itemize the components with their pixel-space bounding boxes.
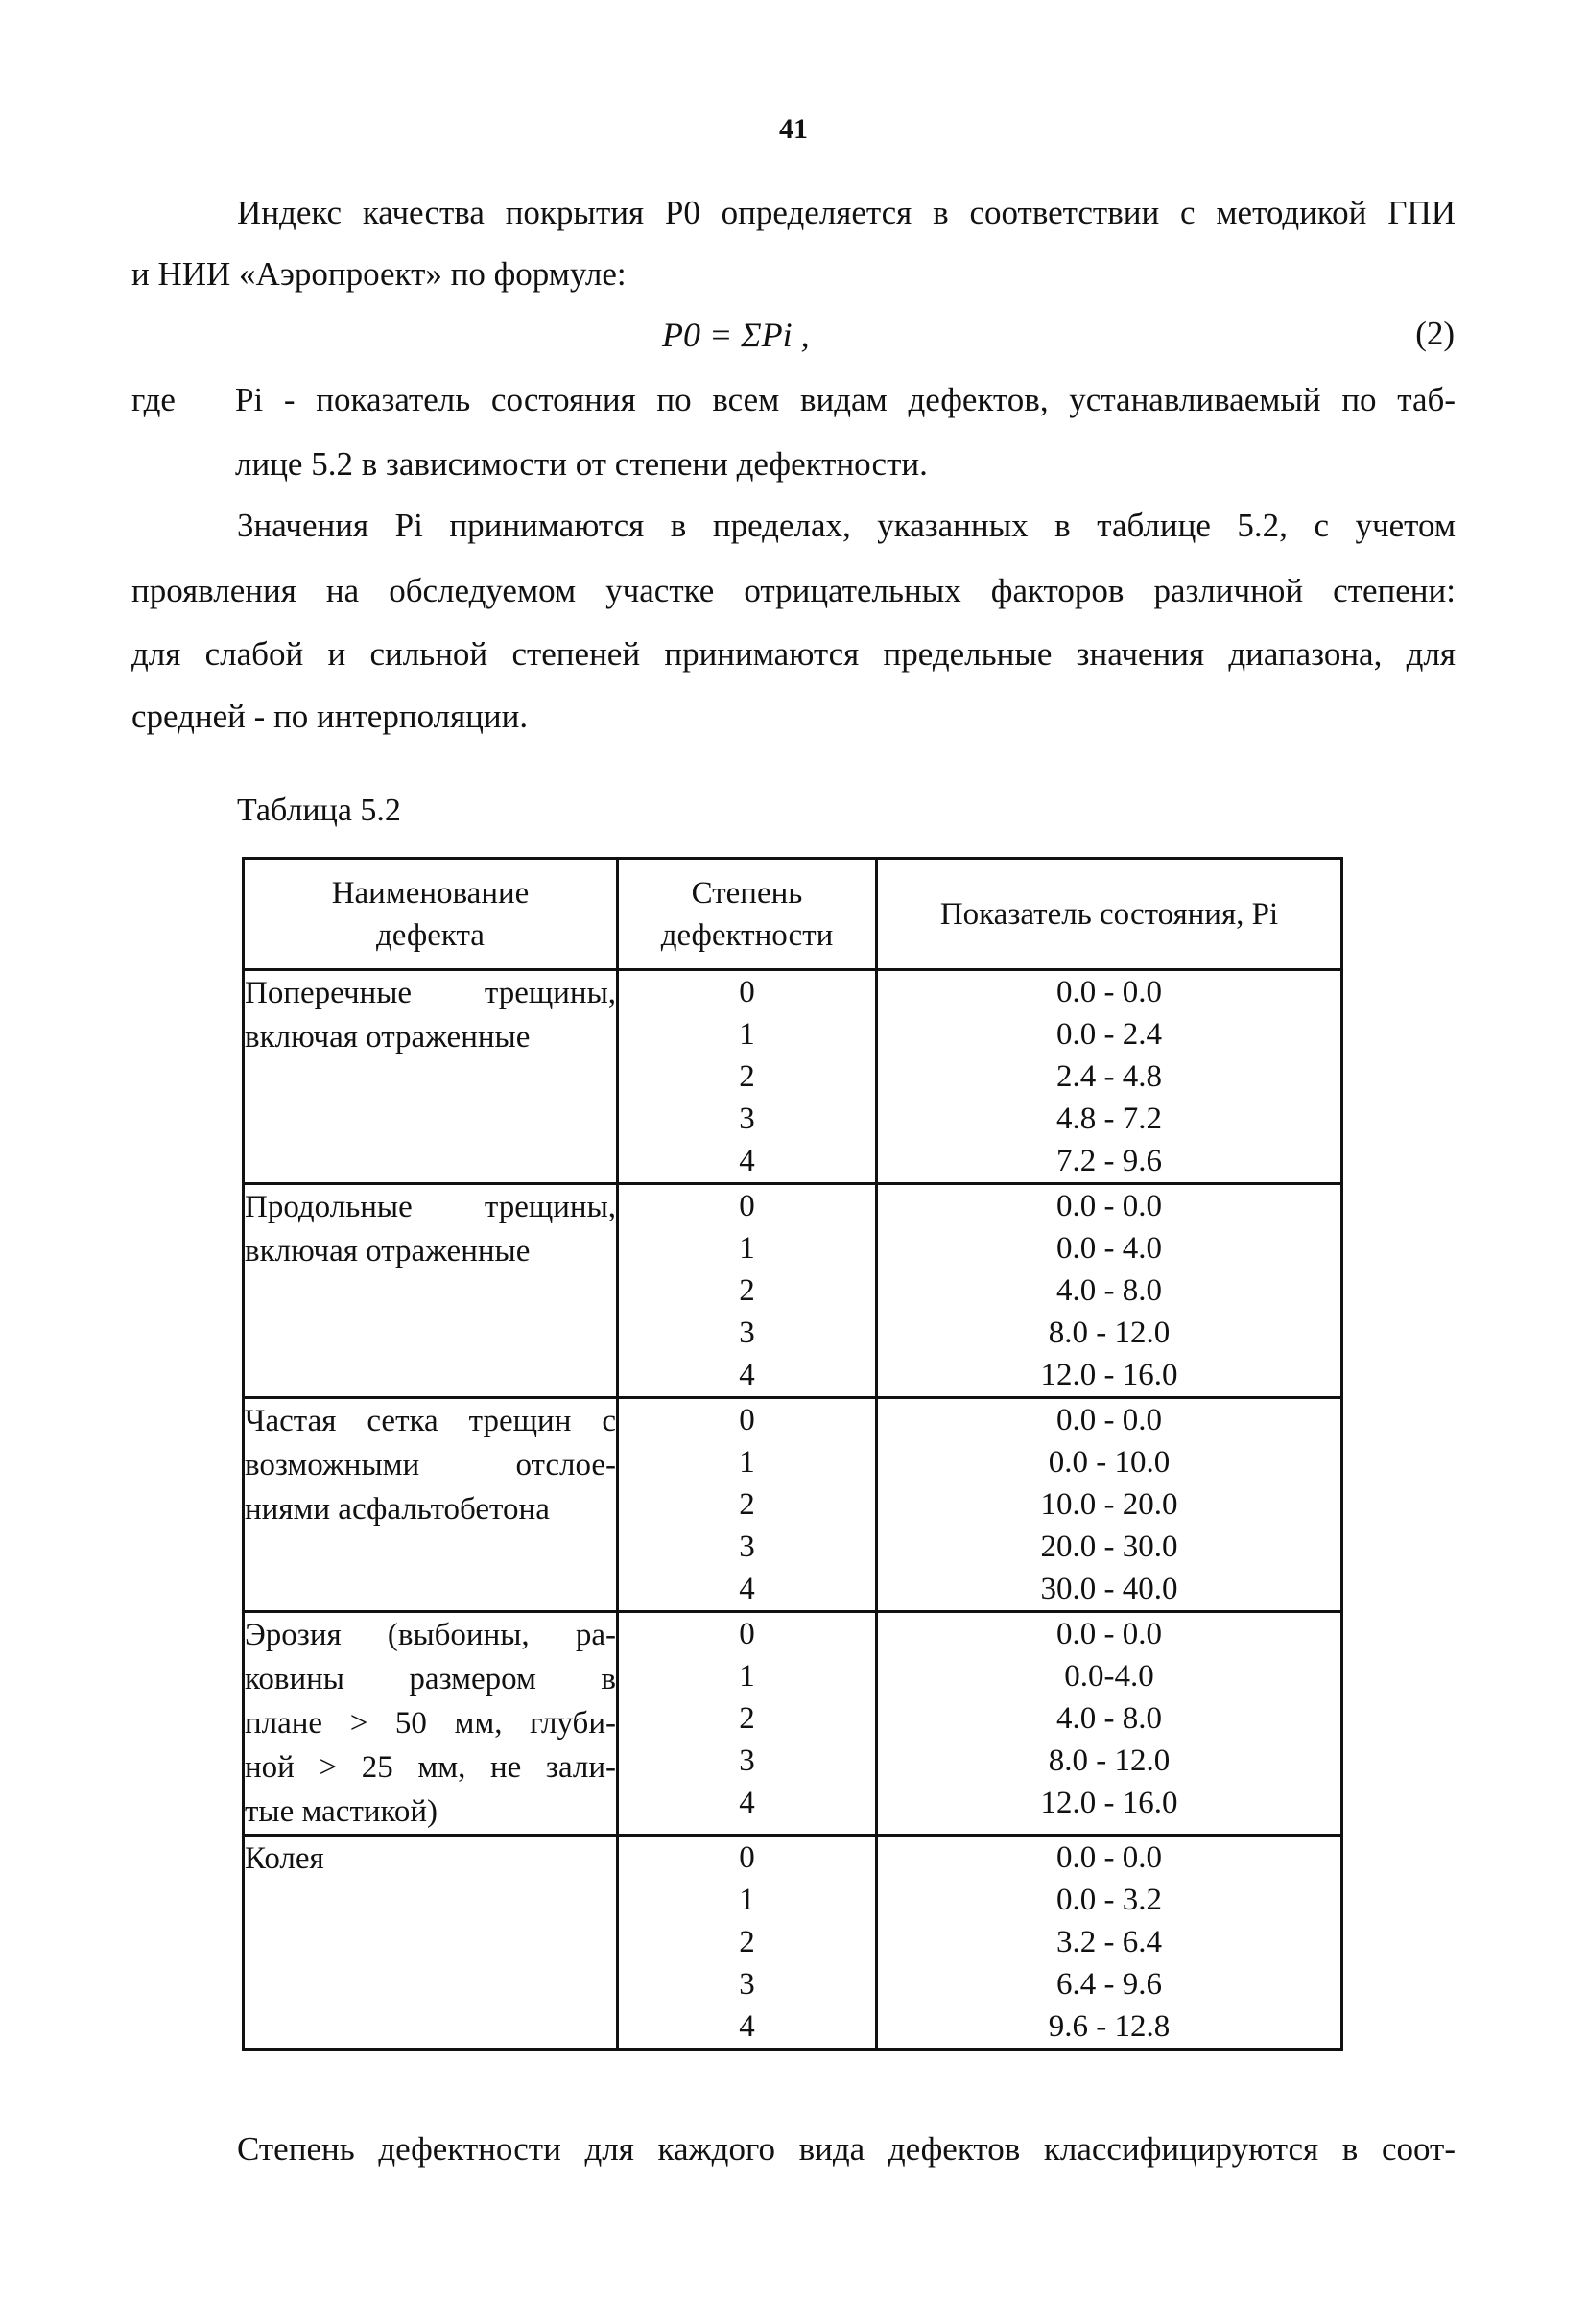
defect-name-line: плане > 50 мм, глуби- — [245, 1706, 616, 1741]
defect-name-line: Колея — [245, 1841, 324, 1876]
formula-number: (2) — [1415, 315, 1455, 352]
where-line1: Pi - показатель состояния по всем видам дефектов, устанавливаемый по таб- — [235, 381, 1456, 418]
degree-value: 1 — [739, 1659, 755, 1694]
indicator-range: 0.0 - 4.0 — [1056, 1231, 1162, 1266]
indicator-range: 9.6 - 12.8 — [1048, 2009, 1171, 2044]
paragraph2-line2: проявления на обследуемом участке отрицательных факторов различной степени: — [131, 572, 1456, 609]
header-name-line: дефекта — [376, 917, 485, 953]
degree-cell — [618, 1398, 877, 1612]
degree-value: 4 — [739, 1358, 755, 1392]
indicator-range: 0.0 - 10.0 — [1048, 1445, 1171, 1480]
degree-value: 1 — [739, 1017, 755, 1052]
degree-value: 4 — [739, 2009, 755, 2044]
indicator-range: 0.0 - 0.0 — [1056, 975, 1162, 1009]
indicator-range: 0.0 - 0.0 — [1056, 1840, 1162, 1875]
indicator-range: 30.0 - 40.0 — [1040, 1572, 1178, 1606]
header-degree — [618, 859, 877, 970]
degree-value: 4 — [739, 1144, 755, 1178]
indicator-range: 20.0 - 30.0 — [1040, 1530, 1178, 1564]
defect-name-cell — [244, 1836, 618, 2050]
where-label: где — [131, 381, 176, 418]
degree-value: 1 — [739, 1445, 755, 1480]
defects-table — [242, 857, 1343, 2051]
defect-name-line: ковины размером в — [245, 1662, 616, 1696]
degree-value: 0 — [739, 1189, 755, 1223]
defect-name-line: включая отраженные — [245, 1020, 531, 1055]
page-number: 41 — [779, 113, 808, 145]
degree-value: 2 — [739, 1059, 755, 1094]
table-row — [244, 1836, 1342, 2050]
degree-value: 3 — [739, 1967, 755, 2002]
degree-value: 0 — [739, 1840, 755, 1875]
paragraph2-line1: Значения Pi принимаются в пределах, указанных в таблице 5.2, с учетом — [237, 507, 1456, 544]
indicator-cell — [877, 1184, 1342, 1398]
degree-value: 4 — [739, 1786, 755, 1820]
indicator-range: 10.0 - 20.0 — [1040, 1487, 1178, 1522]
table-header-row — [244, 859, 1342, 970]
header-degree-line: Степень — [691, 875, 803, 911]
indicator-range: 6.4 - 9.6 — [1056, 1967, 1162, 2002]
indicator-cell — [877, 1612, 1342, 1836]
degree-value: 3 — [739, 1743, 755, 1778]
defect-name-line: тые мастикой) — [245, 1794, 438, 1829]
degree-value: 2 — [739, 1701, 755, 1736]
indicator-range: 0.0 - 3.2 — [1056, 1883, 1162, 1917]
indicator-range: 0.0-4.0 — [1064, 1659, 1154, 1694]
table-body — [244, 970, 1342, 2050]
bottom-text: Степень дефектности для каждого вида дефектов классифицируются в соот- — [237, 2130, 1456, 2168]
defect-name-line: Частая сетка трещин с — [245, 1404, 616, 1438]
degree-value: 3 — [739, 1316, 755, 1350]
defect-name-line: Поперечные трещины, — [245, 976, 616, 1010]
indicator-range: 0.0 - 0.0 — [1056, 1617, 1162, 1651]
header-defect-name — [244, 859, 618, 970]
defect-name-line: возможными отслое- — [245, 1448, 616, 1482]
degree-cell — [618, 1612, 877, 1836]
indicator-range: 8.0 - 12.0 — [1048, 1316, 1171, 1350]
degree-cell — [618, 1184, 877, 1398]
degree-value: 3 — [739, 1530, 755, 1564]
paragraph2-line4: средней - по интерполяции. — [131, 698, 529, 735]
degree-value: 0 — [739, 1617, 755, 1651]
indicator-range: 4.8 - 7.2 — [1056, 1102, 1162, 1136]
header-degree-line: дефектности — [660, 917, 834, 953]
indicator-range: 0.0 - 0.0 — [1056, 1189, 1162, 1223]
table-row — [244, 1398, 1342, 1612]
indicator-range: 0.0 - 2.4 — [1056, 1017, 1162, 1052]
defect-name-cell — [244, 1184, 618, 1398]
defect-name-cell — [244, 1612, 618, 1836]
table-row — [244, 1612, 1342, 1836]
indicator-range: 4.0 - 8.0 — [1056, 1273, 1162, 1308]
degree-cell — [618, 1836, 877, 2050]
indicator-range: 7.2 - 9.6 — [1056, 1144, 1162, 1178]
degree-value: 0 — [739, 975, 755, 1009]
header-name-line: Наименование — [331, 875, 530, 911]
indicator-range: 0.0 - 0.0 — [1056, 1403, 1162, 1437]
table-caption: Таблица 5.2 — [237, 793, 401, 828]
indicator-range: 4.0 - 8.0 — [1056, 1701, 1162, 1736]
defect-name-line: Эрозия (выбоины, ра- — [245, 1618, 616, 1652]
indicator-cell — [877, 1398, 1342, 1612]
indicator-cell — [877, 1836, 1342, 2050]
defect-name-line: ной > 25 мм, не зали- — [245, 1750, 616, 1785]
paragraph1-line2: и НИИ «Аэропроект» по формуле: — [131, 255, 627, 293]
defect-name-line: включая отраженные — [245, 1234, 531, 1269]
degree-value: 2 — [739, 1925, 755, 1959]
degree-value: 2 — [739, 1273, 755, 1308]
paragraph1-line1: Индекс качества покрытия P0 определяется в соответствии с методикой ГПИ — [237, 194, 1456, 231]
defect-name-line: ниями асфальтобетона — [245, 1492, 550, 1527]
indicator-range: 12.0 - 16.0 — [1040, 1358, 1178, 1392]
indicator-range: 8.0 - 12.0 — [1048, 1743, 1171, 1778]
degree-value: 2 — [739, 1487, 755, 1522]
degree-value: 1 — [739, 1231, 755, 1266]
header-value: Показатель состояния, Pi — [877, 859, 1342, 970]
degree-cell — [618, 970, 877, 1184]
indicator-cell — [877, 970, 1342, 1184]
indicator-range: 12.0 - 16.0 — [1040, 1786, 1178, 1820]
where-line2: лице 5.2 в зависимости от степени дефектности. — [235, 445, 928, 483]
degree-value: 0 — [739, 1403, 755, 1437]
table-row — [244, 1184, 1342, 1398]
table-row — [244, 970, 1342, 1184]
defect-name-line: Продольные трещины, — [245, 1190, 616, 1224]
indicator-range: 2.4 - 4.8 — [1056, 1059, 1162, 1094]
degree-value: 1 — [739, 1883, 755, 1917]
formula: P0 = ΣPi , — [662, 316, 810, 354]
defect-name-cell — [244, 1398, 618, 1612]
degree-value: 4 — [739, 1572, 755, 1606]
paragraph2-line3: для слабой и сильной степеней принимаются предельные значения диапазона, для — [131, 635, 1456, 673]
defect-name-cell — [244, 970, 618, 1184]
indicator-range: 3.2 - 6.4 — [1056, 1925, 1162, 1959]
degree-value: 3 — [739, 1102, 755, 1136]
